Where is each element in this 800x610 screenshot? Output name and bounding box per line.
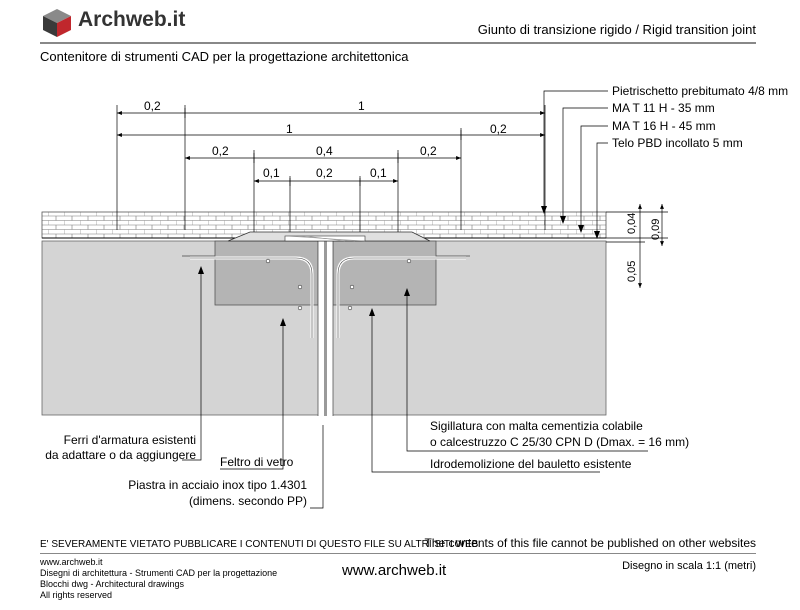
label-sigillatura-2: o calcestruzzo C 25/30 CPN D (Dmax. = 16 mm) bbox=[430, 435, 690, 449]
subtitle: Contenitore di strumenti CAD per la progettazione architettonica bbox=[40, 49, 409, 64]
dim-row4-mid: 0,2 bbox=[316, 166, 333, 180]
dim-row4-left: 0,1 bbox=[263, 166, 280, 180]
label-pietrischetto: Pietrischetto prebitumato 4/8 mm bbox=[612, 84, 789, 98]
left-infill-block bbox=[215, 241, 318, 305]
warning-italian: E' SEVERAMENTE VIETATO PUBBLICARE I CONTENUTI DI QUESTO FILE SU ALTRI SITI WEB bbox=[40, 539, 479, 550]
brand-name: Archweb.it bbox=[78, 8, 186, 31]
label-mat16: MA T 16 H - 45 mm bbox=[612, 119, 716, 133]
dim-v2: 0,09 bbox=[650, 218, 662, 240]
dim-v3: 0,05 bbox=[626, 260, 638, 282]
label-piastra-1: Piastra in acciaio inox tipo 1.4301 bbox=[128, 478, 307, 492]
dim-v1: 0,04 bbox=[626, 212, 638, 234]
label-piastra-2: (dimens. secondo PP) bbox=[188, 494, 307, 508]
label-sigillatura-1: Sigillatura con malta cementizia colabile bbox=[430, 419, 643, 433]
footer-site: www.archweb.it bbox=[40, 557, 103, 567]
dim-row3-mid: 0,4 bbox=[316, 144, 333, 158]
label-idrodemolizione: Idrodemolizione del bauletto esistente bbox=[430, 457, 632, 471]
footer-line-2: Disegni di architettura - Strumenti CAD per la progettazione bbox=[40, 568, 278, 578]
dim-row3-right: 0,2 bbox=[420, 144, 437, 158]
dim-row1-left: 0,2 bbox=[144, 99, 161, 113]
footer-divider bbox=[40, 553, 756, 554]
label-mat11: MA T 11 H - 35 mm bbox=[612, 101, 715, 115]
label-feltro: Feltro di vetro bbox=[220, 455, 294, 469]
dim-row2-left: 1 bbox=[286, 122, 293, 136]
drawing-title: Giunto di transizione rigido / Rigid transition joint bbox=[477, 22, 756, 37]
glass-felt bbox=[324, 241, 327, 416]
label-telo: Telo PBD incollato 5 mm bbox=[612, 136, 743, 150]
dim-row1-right: 1 bbox=[358, 99, 365, 113]
dim-row4-right: 0,1 bbox=[370, 166, 387, 180]
right-infill-block bbox=[333, 241, 436, 305]
footer-rights: All rights reserved bbox=[40, 590, 113, 600]
footer-scale: Disegno in scala 1:1 (metri) bbox=[622, 560, 756, 572]
footer-line-3: Blocchi dwg - Architectural drawings bbox=[40, 579, 185, 589]
dim-row2-right: 0,2 bbox=[490, 122, 507, 136]
warning-english: The contents of this file cannot be published on other websites bbox=[424, 536, 756, 550]
label-ferri-1: Ferri d'armatura esistenti bbox=[63, 433, 196, 447]
footer-url[interactable]: www.archweb.it bbox=[342, 562, 447, 579]
label-ferri-2: da adattare o da aggiungere bbox=[45, 448, 196, 462]
dim-row3-left: 0,2 bbox=[212, 144, 229, 158]
